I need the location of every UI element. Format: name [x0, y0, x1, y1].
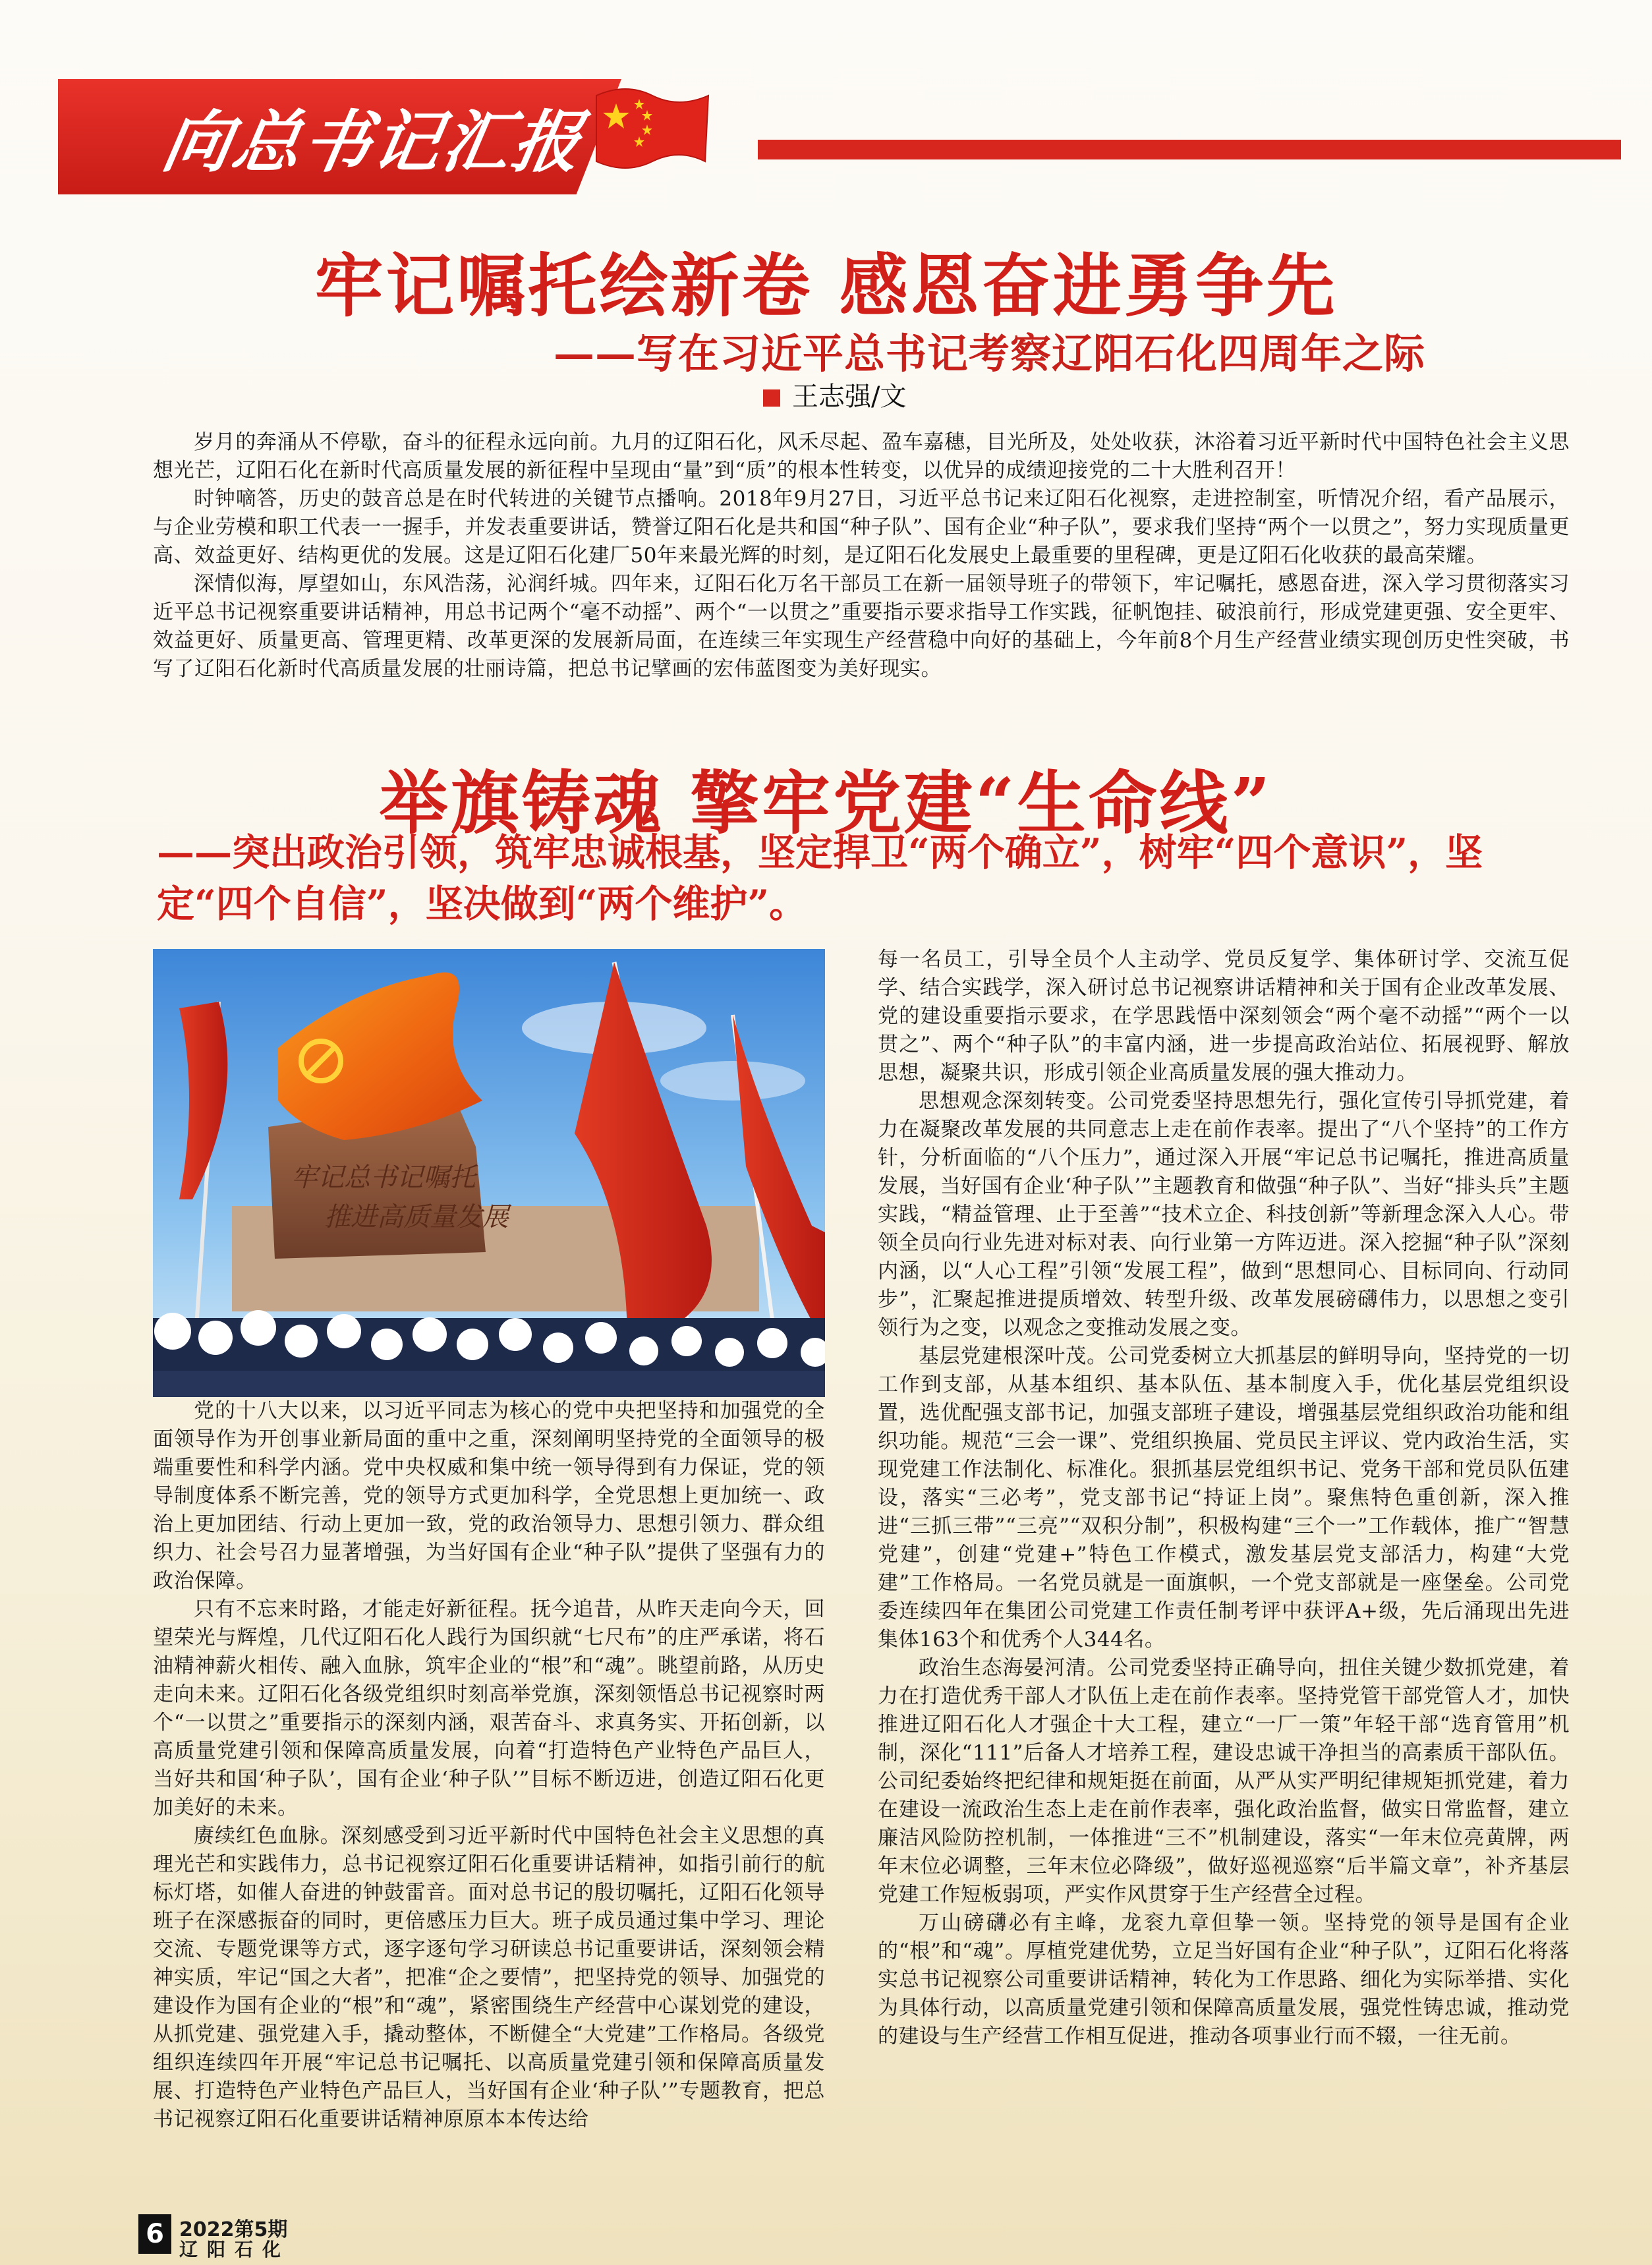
byline-text: 王志强/文 — [792, 382, 907, 412]
body-paragraph: 政治生态海晏河清。公司党委坚持正确导向，扭住关键少数抓党建，着力在打造优秀干部人才队伍上走在前作表率。坚持党管干部党管人才，加快推进辽阳石化人才强企十大工程，建立“一厂一策”年轻干部“选育管用”机制，深化“111”后备人才培养工程，建设忠诚干净担当的高素质干部队伍。公司纪委始终把纪律和规矩挺在前面，从严从实严明纪律规矩抓党建，着力在建设一流政治生态上走在前作表率，强化政治监督，做实日常监督，建立廉洁风险防控机制，一体推进“三不”机制建设，落实“一年末位亮黄牌，两年末位必调整，三年末位必降级”，做好巡视巡察“后半篇文章”，补齐基层党建工作短板弱项，严实作风贯穿于生产经营全过程。 — [878, 1656, 1570, 1907]
article-title: 牢记嘱托绘新卷 感恩奋进勇争先 — [314, 245, 1338, 326]
body-paragraph: 基层党建根深叶茂。公司党委树立大抓基层的鲜明导向，坚持党的一切工作到支部，从基本组织、基本队伍、基本制度入手，优化基层党组织设置，选优配强支部书记，加强支部班子建设，增强基层党组织政治功能和组织功能。规范“三会一课”、党组织换届、党员民主评议、党内政治生活，实现党建工作法制化、标准化。狠抓基层党组织书记、党务干部和党员队伍建设，落实“三必考”，党支部书记“持证上岗”。聚焦特色重创新，深入推进“三抓三带”“三亮”“双积分制”，积极构建“三个一”工作载体，推广“智慧党建”，创建“党建+”特色工作模式，激发基层党支部活力，构建“大党建”工作格局。一名党员就是一面旗帜，一个党支部就是一座堡垒。公司党委连续四年在集团公司党建工作责任制考评中获评A+级，先后涌现出先进集体163个和优秀个人344名。 — [878, 1344, 1570, 1651]
flag-icon — [586, 76, 712, 181]
article-photo — [153, 949, 825, 1397]
body-paragraph: 赓续红色血脉。深刻感受到习近平新时代中国特色社会主义思想的真理光芒和实践伟力，总书记视察辽阳石化重要讲话精神，如指引前行的航标灯塔，如催人奋进的钟鼓雷音。面对总书记的殷切嘱托，辽阳石化领导班子在深感振奋的同时，更倍感压力巨大。班子成员通过集中学习、理论交流、专题党课等方式，逐字逐句学习研读总书记重要讲话，深刻领会精神实质，牢记“国之大者”，把准“企之要情”，把坚持党的领导、加强党的建设作为国有企业的“根”和“魂”，紧密围绕生产经营中心谋划党的建设，从抓党建、强党建入手，撬动整体，不断健全“大党建”工作格局。各级党组织连续四年开展“牢记总书记嘱托、以高质量党建引领和保障高质量发展、打造特色产业特色产品巨人，当好国有企业‘种子队’”专题教育，把总书记视察辽阳石化重要讲话精神原原本本传达给 — [153, 1824, 825, 2131]
intro-paragraph: 深情似海，厚望如山，东风浩荡，沁润纤城。四年来，辽阳石化万名干部员工在新一届领导班子的带领下，牢记嘱托，感恩奋进，深入学习贯彻落实习近平总书记视察重要讲话精神，用总书记两个“毫不动摇”、两个“一以贯之”重要指示要求指导工作实践，征帆饱挂、破浪前行，形成党建更强、安全更牢、效益更好、质量更高、管理更精、改革更深的发展新局面，在连续三年实现生产经营稳中向好的基础上，今年前8个月生产经营业绩实现创历史性突破，书写了辽阳石化新时代高质量发展的壮丽诗篇，把总书记擘画的宏伟蓝图变为美好现实。 — [153, 572, 1570, 681]
intro-text — [153, 428, 1570, 683]
photo-inscription-line1: 牢记总书记嘱托 — [291, 1162, 476, 1193]
byline-square-icon — [763, 389, 780, 407]
intro-paragraph: 时钟嘀答，历史的鼓音总是在时代转进的关键节点播响。2018年9月27日，习近平总书记来辽阳石化视察，走进控制室，听情况介绍，看产品展示，与企业劳模和职工代表一一握手，并发表重要讲话，赞誉辽阳石化是共和国“种子队”、国有企业“种子队”，要求我们坚持“两个一以贯之”，努力实现质量更高、效益更好、结构更优的发展。这是辽阳石化建厂50年来最光辉的时刻，是辽阳石化发展史上最重要的里程碑，更是辽阳石化收获的最高荣耀。 — [153, 487, 1570, 567]
right-column — [878, 946, 1570, 2051]
photo-inscription-line2: 推进高质量发展 — [324, 1202, 509, 1232]
issue-label: 2022第5期 — [179, 2218, 288, 2241]
body-paragraph: 只有不忘来时路，才能走好新征程。抚今追昔，从昨天走向今天，回望荣光与辉煌，几代辽阳石化人践行为国织就“七尺布”的庄严承诺，将石油精神薪火相传、融入血脉，筑牢企业的“根”和“魂”。眺望前路，从历史走向未来。辽阳石化各级党组织时刻高举党旗，深刻领悟总书记视察时两个“一以贯之”重要指示的深刻内涵，艰苦奋斗、求真务实、开拓创新，以高质量党建引领和保障高质量发展，向着“打造特色产业特色产品巨人，当好共和国‘种子队’，国有企业‘种子队’”目标不断迈进，创造辽阳石化更加美好的未来。 — [153, 1597, 825, 1820]
magazine-name: 辽阳石化 — [179, 2239, 291, 2260]
header-rule — [758, 140, 1621, 159]
body-paragraph: 每一名员工，引导全员个人主动学、党员反复学、集体研讨学、交流互促学、结合实践学，深入研讨总书记视察讲话精神和关于国有企业改革发展、党的建设重要指示要求，在学思践悟中深刻领会“两个毫不动摇”“两个一以贯之”、两个“种子队”的丰富内涵，进一步提高政治站位、拓展视野、解放思想，凝聚共识，形成引领企业高质量发展的强大推动力。 — [878, 948, 1570, 1085]
page-number: 6 — [138, 2214, 171, 2254]
section-subtitle: ——突出政治引领，筑牢忠诚根基，坚定捍卫“两个确立”，树牢“四个意识”，坚定“四个自信”，坚决做到“两个维护”。 — [157, 830, 1483, 926]
section-title: 举旗铸魂 擎牢党建“生命线” — [379, 762, 1273, 844]
intro-paragraph: 岁月的奔涌从不停歇，奋斗的征程永远向前。九月的辽阳石化，风禾尽起、盈车嘉穗，目光所及，处处收获，沐浴着习近平新时代中国特色社会主义思想光芒，辽阳石化在新时代高质量发展的新征程中呈现由“量”到“质”的根本性转变，以优异的成绩迎接党的二十大胜利召开！ — [153, 430, 1570, 482]
party-flag-monument-photo — [153, 949, 825, 1397]
body-paragraph: 党的十八大以来，以习近平同志为核心的党中央把坚持和加强党的全面领导作为开创事业新局面的重中之重，深刻阐明坚持党的全面领导的极端重要性和科学内涵。党中央权威和集中统一领导得到有力保证，党的领导制度体系不断完善，党的领导方式更加科学，全党思想上更加统一、政治上更加团结、行动上更加一致，党的政治领导力、思想引领力、群众组织力、社会号召力显著增强，为当好国有企业“种子队”提供了坚强有力的政治保障。 — [153, 1399, 825, 1593]
left-column — [153, 1397, 825, 2134]
article-subtitle: ——写在习近平总书记考察辽阳石化四周年之际 — [554, 330, 1426, 378]
body-paragraph: 万山磅礴必有主峰，龙衮九章但挚一领。坚持党的领导是国有企业的“根”和“魂”。厚植党建优势，立足当好国有企业“种子队”，辽阳石化将落实总书记视察公司重要讲话精神，转化为工作思路、细化为实际举措、实化为具体行动，以高质量党建引领和保障高质量发展，强党性铸忠诚，推动党的建设与生产经营工作相互促进，推动各项事业行而不辍，一往无前。 — [878, 1911, 1570, 2048]
body-paragraph: 思想观念深刻转变。公司党委坚持思想先行，强化宣传引导抓党建，着力在凝聚改革发展的共同意志上走在前作表率。提出了“八个坚持”的工作方针，分析面临的“八个压力”，通过深入开展“牢记总书记嘱托，推进高质量发展，当好国有企业‘种子队’”主题教育和做强“种子队”、当好“排头兵”主题实践，“精益管理、止于至善”“技术立企、科技创新”等新理念深入人心。带领全员向行业先进对标对表、向行业第一方阵迈进。深入挖掘“种子队”深刻内涵，以“人心工程”引领“发展工程”，做到“思想同心、目标同向、行动同步”，汇聚起推进提质增效、转型升级、改革发展磅礴伟力，以思想之变引领行为之变，以观念之变推动发展之变。 — [878, 1089, 1570, 1340]
section-tab-label: 向总书记汇报 — [157, 103, 590, 182]
byline — [763, 376, 906, 413]
